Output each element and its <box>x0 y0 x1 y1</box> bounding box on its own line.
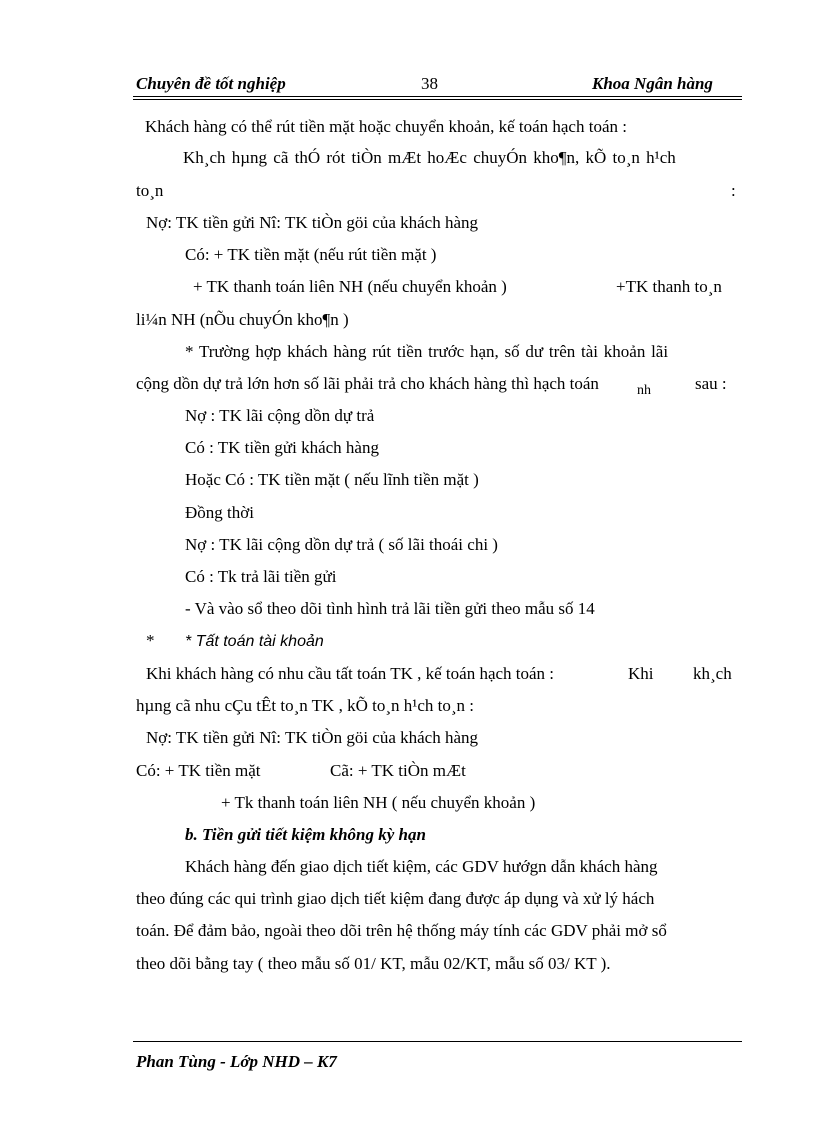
paragraph-line: Kh¸ch hµng cã thÓ rót tiÒn mÆt hoÆc chuyÓn kho¶n, kÕ to¸n h¹ch <box>183 148 676 167</box>
header-rule-double <box>133 99 742 100</box>
section-heading-italic: * Tất toán tài khoản <box>185 633 324 650</box>
paragraph-line: Nợ : TK lãi cộng dồn dự trả ( số lãi thoái chi ) <box>185 535 498 554</box>
paragraph-line: - Và vào sổ theo dõi tình hình trả lãi tiền gửi theo mẫu số 14 <box>185 599 595 618</box>
paragraph-line: + TK thanh toán liên NH (nếu chuyển khoản ) <box>193 277 507 296</box>
paragraph-line: Đồng thời <box>185 503 254 522</box>
paragraph-line: Có: + TK tiền mặt <box>136 761 261 780</box>
paragraph-line: * <box>146 631 155 650</box>
paragraph-line: Nợ: TK tiền gửi Nî: TK tiÒn göi của khách hàng <box>146 728 479 747</box>
paragraph-line: +TK thanh to¸n <box>616 277 722 296</box>
section-heading: b. Tiền gửi tiết kiệm không kỳ hạn <box>185 825 426 844</box>
paragraph-line: sau : <box>695 374 727 393</box>
paragraph-line: + Tk thanh toán liên NH ( nếu chuyển khoản ) <box>221 793 536 812</box>
header-title-right: Khoa Ngân hàng <box>592 74 713 93</box>
subscript-text: nh <box>637 383 651 398</box>
paragraph-line: cộng dồn dự trả lớn hơn số lãi phải trả cho khách hàng thì hạch toán <box>136 374 599 393</box>
header-rule <box>133 96 742 97</box>
paragraph-line <box>637 374 651 396</box>
header-title-left: Chuyên đề tốt nghiệp <box>136 74 286 93</box>
paragraph-line: Khách hàng có thể rút tiền mặt hoặc chuyển khoản, kế toán hạch toán : <box>145 117 627 136</box>
paragraph-line: kh¸ch <box>693 664 732 683</box>
paragraph-line: Khi khách hàng có nhu cầu tất toán TK , kế toán hạch toán : <box>146 664 555 683</box>
paragraph-line: Khi <box>628 664 654 683</box>
paragraph-line: to¸n <box>136 181 164 200</box>
paragraph-line: Nợ: TK tiền gửi Nî: TK tiÒn göi của khách hàng <box>146 213 479 232</box>
paragraph-line: Có : TK tiền gửi khách hàng <box>185 438 379 457</box>
paragraph-line: Nợ : TK lãi cộng dồn dự trả <box>185 406 375 425</box>
paragraph-line: Khách hàng đến giao dịch tiết kiệm, các GDV hướgn dẫn khách hàng <box>185 857 658 876</box>
footer-text: Phan Tùng - Lớp NHD – K7 <box>136 1052 337 1071</box>
paragraph-line: * Trường hợp khách hàng rút tiền trước hạn, số dư trên tài khoản lãi <box>185 342 669 361</box>
paragraph-line: theo dõi bằng tay ( theo mẫu số 01/ KT, mẫu 02/KT, mẫu số 03/ KT ). <box>136 954 611 973</box>
paragraph-line: hµng cã nhu cÇu tÊt to¸n TK , kÕ to¸n h¹ch to¸n : <box>136 696 474 715</box>
paragraph-line: li¼n NH (nÕu chuyÓn kho¶n ) <box>136 310 349 329</box>
page-number: 38 <box>421 74 438 93</box>
paragraph-line: Có : Tk trả lãi tiền gửi <box>185 567 337 586</box>
footer-rule <box>133 1041 742 1042</box>
paragraph-line: theo đúng các qui trình giao dịch tiết kiệm đang được áp dụng và xử lý hách <box>136 889 655 908</box>
paragraph-line: : <box>731 181 736 200</box>
paragraph-line: toán. Để đảm bảo, ngoài theo dõi trên hệ thống máy tính các GDV phải mở sổ <box>136 921 667 940</box>
paragraph-line: Hoặc Có : TK tiền mặt ( nếu lĩnh tiền mặt ) <box>185 470 479 489</box>
paragraph-line: Cã: + TK tiÒn mÆt <box>330 761 466 780</box>
paragraph-line: Có: + TK tiền mặt (nếu rút tiền mặt ) <box>185 245 437 264</box>
